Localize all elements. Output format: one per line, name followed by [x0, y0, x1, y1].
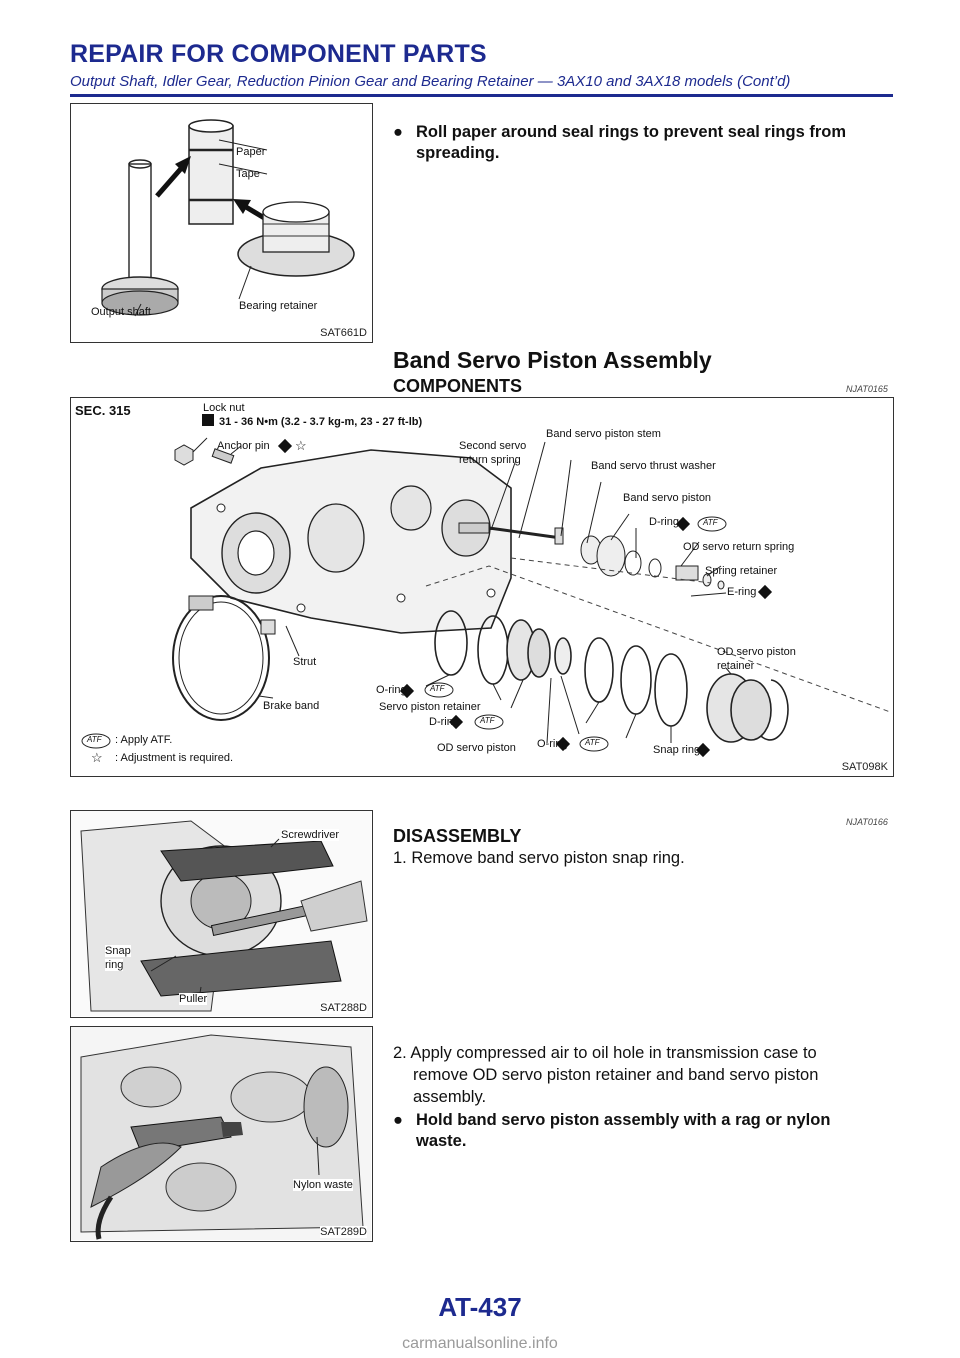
disassembly-tag: NJAT0166	[846, 817, 888, 827]
label-spring-retainer: Spring retainer	[705, 565, 778, 577]
star-icon: ☆	[91, 750, 103, 765]
header-rule	[70, 94, 893, 97]
step-2-line: remove OD servo piston retainer and band servo piston	[413, 1066, 819, 1084]
label-second-servo-2: return spring	[459, 454, 521, 466]
figure-sat098k	[70, 397, 894, 777]
label-tape: Tape	[236, 168, 260, 180]
label-od-retainer: OD servo piston	[717, 646, 796, 658]
disassembly-heading: DISASSEMBLY	[393, 826, 522, 846]
atf-badge-text: ATF	[87, 735, 102, 744]
figure-sat288d-illustration	[71, 811, 371, 1016]
page-number: AT-437	[438, 1292, 522, 1322]
label-snap: Snap	[105, 945, 131, 957]
label-puller: Puller	[179, 993, 208, 1005]
step-1: 1. Remove band servo piston snap ring.	[393, 849, 685, 867]
label-servo-piston: Band servo piston	[623, 492, 712, 504]
section-title: Band Servo Piston Assembly	[393, 347, 712, 373]
label-paper: Paper	[236, 146, 266, 158]
atf-badge-text: ATF	[480, 716, 495, 725]
step-2	[393, 1042, 893, 1108]
figure-sat289d-illustration	[71, 1027, 371, 1240]
sec-number: SEC. 315	[75, 403, 131, 418]
label-od-servo-piston: OD servo piston	[437, 742, 516, 754]
label-d-ring: D-ring	[649, 516, 679, 528]
figure-code: SAT288D	[320, 1002, 367, 1014]
atf-badge-text: ATF	[430, 684, 445, 693]
page-header-subtitle: Output Shaft, Idler Gear, Reduction Pinion Gear and Bearing Retainer — 3AX10 and 3AX18 models (Cont’d)	[70, 73, 791, 90]
label-snap-ring: Snap ring	[653, 744, 701, 756]
label-e-ring: E-ring	[727, 586, 757, 598]
label-ring: ring	[105, 959, 124, 971]
bullet-text-line: spreading.	[416, 144, 500, 162]
star-icon: ☆	[295, 438, 307, 453]
step-2-line: 2. Apply compressed air to oil hole in transmission case to	[393, 1044, 817, 1062]
figure-sat288d	[70, 810, 373, 1018]
bullet-seal-rings	[393, 122, 893, 164]
figure-code: SAT098K	[841, 761, 888, 773]
label-screwdriver: Screwdriver	[281, 829, 340, 841]
bullet-text-line: Roll paper around seal rings to prevent seal rings from	[416, 123, 847, 141]
label-o-ring-2: O-ring	[537, 738, 568, 750]
label-servo-piston-retainer: Servo piston retainer	[379, 701, 481, 713]
label-od-return-spring: OD servo return spring	[683, 541, 795, 553]
label-od-retainer-2: retainer	[717, 660, 755, 672]
figure-sat661d	[70, 103, 373, 343]
label-thrust-washer: Band servo thrust washer	[591, 460, 716, 472]
label-brake-band: Brake band	[263, 700, 320, 712]
watermark: carmanualsonline.info	[402, 1335, 558, 1352]
atf-badge-text: ATF	[585, 738, 600, 747]
label-torque: 31 - 36 N•m (3.2 - 3.7 kg-m, 23 - 27 ft-lb)	[219, 416, 423, 428]
atf-badge-text: ATF	[703, 518, 718, 527]
label-lock-nut: Lock nut	[203, 402, 245, 414]
label-piston-stem: Band servo piston stem	[546, 428, 661, 440]
components-heading: COMPONENTS	[393, 376, 523, 396]
bullet-dot: ●	[393, 1111, 403, 1129]
label-second-servo: Second servo	[459, 440, 527, 452]
label-o-ring: O-ring	[376, 684, 407, 696]
figure-code: SAT289D	[320, 1226, 367, 1238]
label-strut: Strut	[293, 656, 317, 668]
legend-adjustment: : Adjustment is required.	[115, 752, 234, 764]
bullet-hold-piston	[393, 1110, 893, 1152]
label-d-ring-2: D-ring	[429, 716, 459, 728]
figure-code: SAT661D	[320, 327, 367, 339]
step-2-line: assembly.	[413, 1088, 487, 1106]
label-bearing-retainer: Bearing retainer	[239, 300, 318, 312]
label-output-shaft: Output shaft	[91, 306, 151, 318]
label-nylon-waste: Nylon waste	[293, 1179, 353, 1191]
figure-sat289d	[70, 1026, 373, 1242]
components-tag: NJAT0165	[846, 384, 888, 394]
bullet-dot: ●	[393, 123, 403, 141]
label-anchor-pin: Anchor pin	[217, 440, 270, 452]
bullet-text-line: waste.	[416, 1132, 467, 1150]
bullet-text-line: Hold band servo piston assembly with a rag or nylon	[416, 1111, 831, 1129]
legend-apply-atf: : Apply ATF.	[115, 734, 173, 746]
page-header-title: REPAIR FOR COMPONENT PARTS	[70, 40, 487, 68]
